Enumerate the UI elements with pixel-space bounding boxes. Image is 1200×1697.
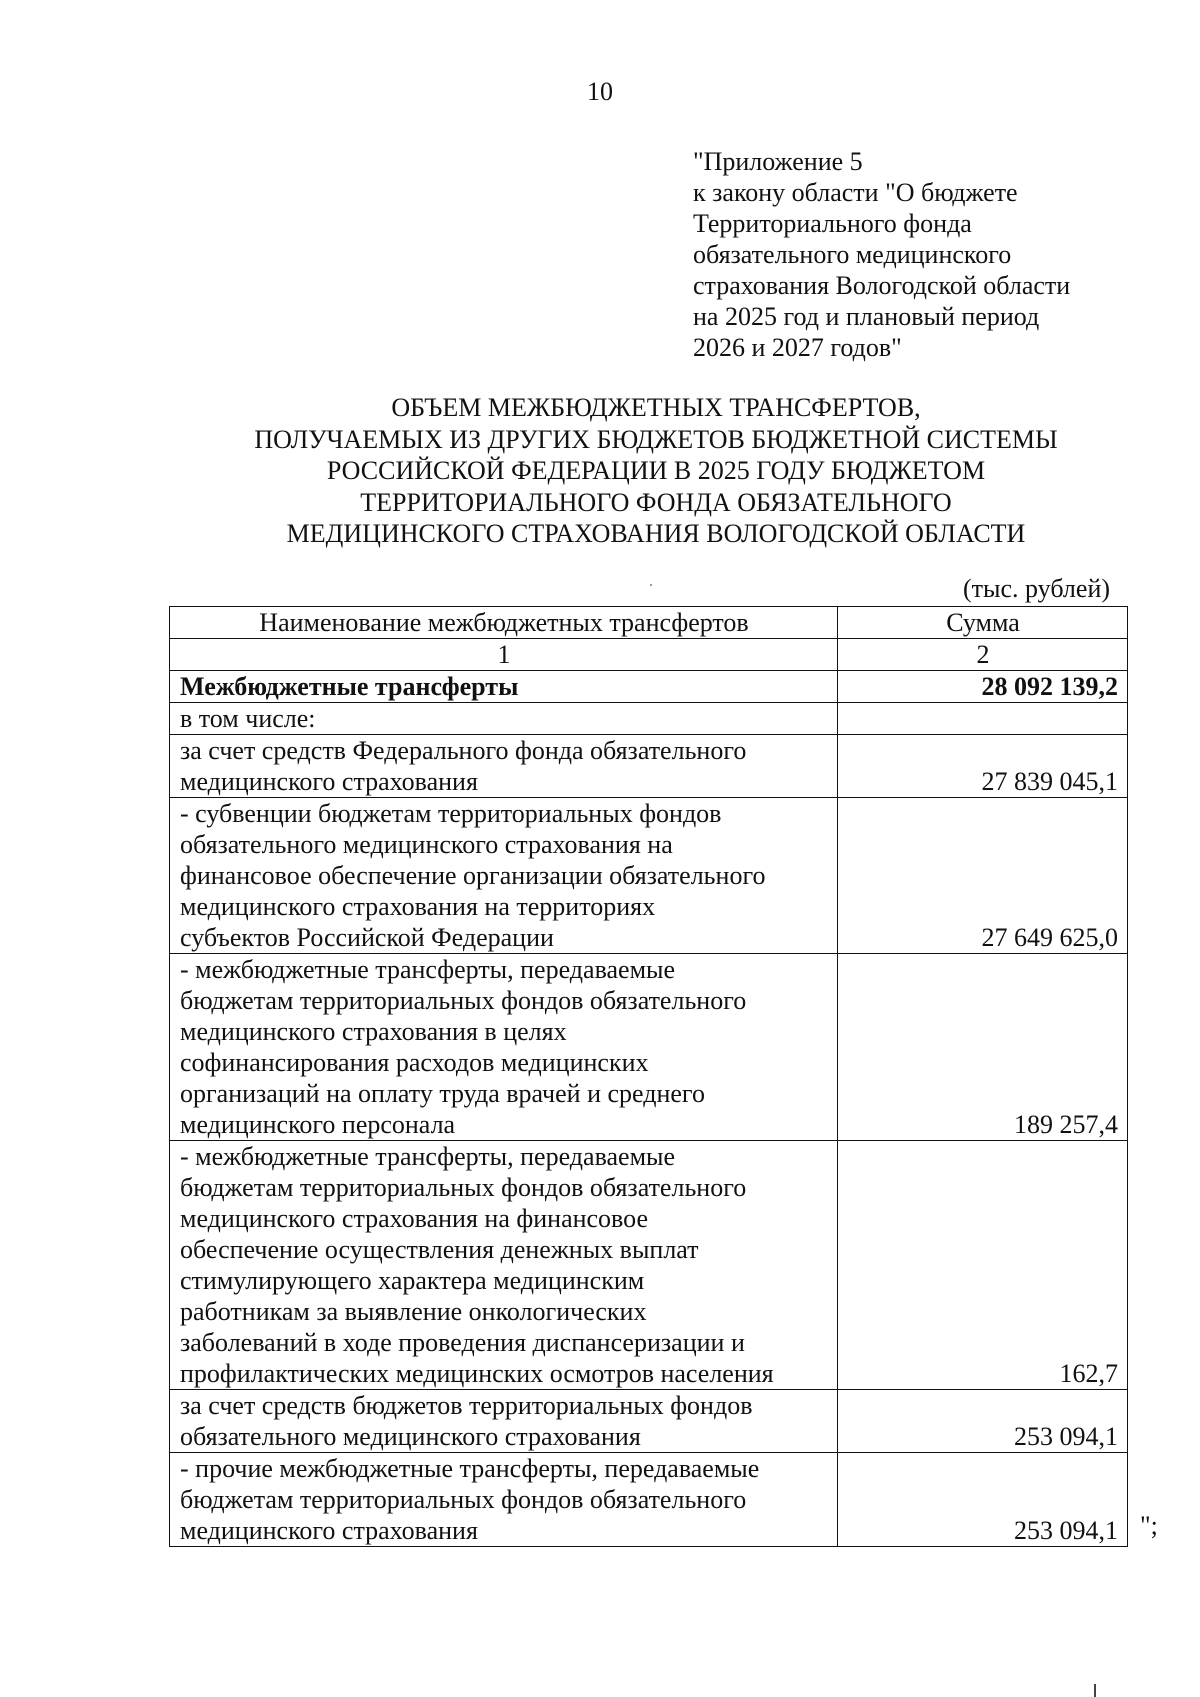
row-name-line: медицинского страхования на территориях — [180, 892, 656, 921]
row-name — [170, 798, 838, 954]
table-row-including — [170, 703, 1128, 735]
row-value: 27 649 625,0 — [838, 798, 1128, 954]
title-line: ОБЪЕМ МЕЖБЮДЖЕТНЫХ ТРАНСФЕРТОВ, — [391, 393, 921, 422]
title-line: ТЕРРИТОРИАЛЬНОГО ФОНДА ОБЯЗАТЕЛЬНОГО — [360, 487, 952, 517]
title-line: РОССИЙСКОЙ ФЕДЕРАЦИИ В 2025 ГОДУ БЮДЖЕТОМ — [326, 456, 986, 485]
row-name-line: Межбюджетные трансферты — [180, 672, 519, 701]
row-name-line: в том числе: — [180, 704, 316, 733]
row-name-line: стимулирующего характера медицинским — [180, 1266, 645, 1295]
row-value: 189 257,4 — [838, 954, 1128, 1141]
row-name-line: работникам за выявление онкологических — [180, 1297, 647, 1326]
row-name — [170, 1390, 838, 1453]
annex-line: 2026 и 2027 годов" — [693, 333, 902, 362]
closing-quote-mark: "; — [1140, 1511, 1158, 1540]
title-line: ПОЛУЧАЕМЫХ ИЗ ДРУГИХ БЮДЖЕТОВ БЮДЖЕТНОЙ СИСТЕМЫ — [254, 424, 1058, 454]
row-name-line: профилактических медицинских осмотров населения — [180, 1359, 774, 1388]
row-name-line: обязательного медицинского страхования — [180, 1422, 641, 1451]
row-name-line: обеспечение осуществления денежных выплат — [180, 1235, 699, 1264]
row-name-line: за счет средств Федерального фонда обязательного — [180, 736, 747, 765]
row-value: 253 094,1 — [838, 1453, 1128, 1547]
row-name-line: организаций на оплату труда врачей и среднего — [180, 1079, 705, 1108]
scan-artifact-mark — [1094, 1684, 1096, 1697]
page-number: 10 — [587, 77, 613, 106]
row-name-line: медицинского персонала — [180, 1110, 456, 1139]
row-name-line: бюджетам территориальных фондов обязательного — [180, 1485, 747, 1514]
table-header-row — [170, 607, 1128, 639]
row-name-line: финансовое обеспечение организации обязательного — [180, 861, 766, 890]
table-row-total — [170, 671, 1128, 703]
annex-line: страхования Вологодской области — [693, 271, 1071, 300]
row-name-line: - субвенции бюджетам территориальных фондов — [180, 799, 722, 828]
table-row-cofinancing — [170, 954, 1128, 1141]
table-row-subventions — [170, 798, 1128, 954]
row-name-line: медицинского страхования в целях — [180, 1017, 567, 1046]
row-value: 28 092 139,2 — [838, 671, 1128, 703]
column-number-sum: 2 — [838, 639, 1128, 671]
annex-reference — [693, 146, 1163, 363]
row-name — [170, 1453, 838, 1547]
row-value: 27 839 045,1 — [838, 735, 1128, 798]
column-number-row — [170, 639, 1128, 671]
row-name-line: субъектов Российской Федерации — [180, 923, 554, 952]
annex-line: Территориального фонда — [693, 209, 972, 238]
table-row-other-transfers — [170, 1453, 1128, 1547]
document-title — [0, 392, 1200, 550]
row-name-line: заболеваний в ходе проведения диспансеризации и — [180, 1328, 745, 1357]
annex-line: к закону области "О бюджете — [693, 178, 1018, 207]
table-row-territorial-funds — [170, 1390, 1128, 1453]
annex-line: на 2025 год и плановый период — [693, 302, 1040, 331]
row-value: 253 094,1 — [838, 1390, 1128, 1453]
row-name — [170, 703, 838, 735]
row-value-empty — [838, 703, 1128, 735]
row-name — [170, 671, 838, 703]
row-name-line: - межбюджетные трансферты, передаваемые — [180, 1142, 676, 1171]
row-name-line: софинансирования расходов медицинских — [180, 1048, 649, 1077]
table-row-oncology-payments — [170, 1141, 1128, 1390]
column-number-name: 1 — [170, 639, 838, 671]
title-line: МЕДИЦИНСКОГО СТРАХОВАНИЯ ВОЛОГОДСКОЙ ОБЛАСТИ — [286, 519, 1026, 548]
scan-artifact-dot — [650, 584, 652, 586]
row-name-line: бюджетам территориальных фондов обязательного — [180, 986, 747, 1015]
units-label: (тыс. рублей) — [963, 574, 1111, 603]
row-name-line: медицинского страхования — [180, 1516, 478, 1545]
annex-line: "Приложение 5 — [693, 147, 863, 176]
table-row-federal-fund — [170, 735, 1128, 798]
row-name-line: - межбюджетные трансферты, передаваемые — [180, 955, 676, 984]
row-name-line: бюджетам территориальных фондов обязательного — [180, 1173, 747, 1202]
row-name-line: за счет средств бюджетов территориальных фондов — [180, 1391, 753, 1420]
header-name: Наименование межбюджетных трансфертов — [170, 607, 838, 639]
row-value: 162,7 — [838, 1141, 1128, 1390]
row-name — [170, 954, 838, 1141]
row-name-line: медицинского страхования — [180, 767, 478, 796]
row-name — [170, 735, 838, 798]
header-sum: Сумма — [838, 607, 1128, 639]
row-name — [170, 1141, 838, 1390]
row-name-line: - прочие межбюджетные трансферты, передаваемые — [180, 1454, 760, 1483]
annex-line: обязательного медицинского — [693, 240, 1012, 269]
row-name-line: обязательного медицинского страхования на — [180, 830, 673, 859]
row-name-line: медицинского страхования на финансовое — [180, 1204, 649, 1233]
transfers-table — [169, 606, 1128, 1547]
